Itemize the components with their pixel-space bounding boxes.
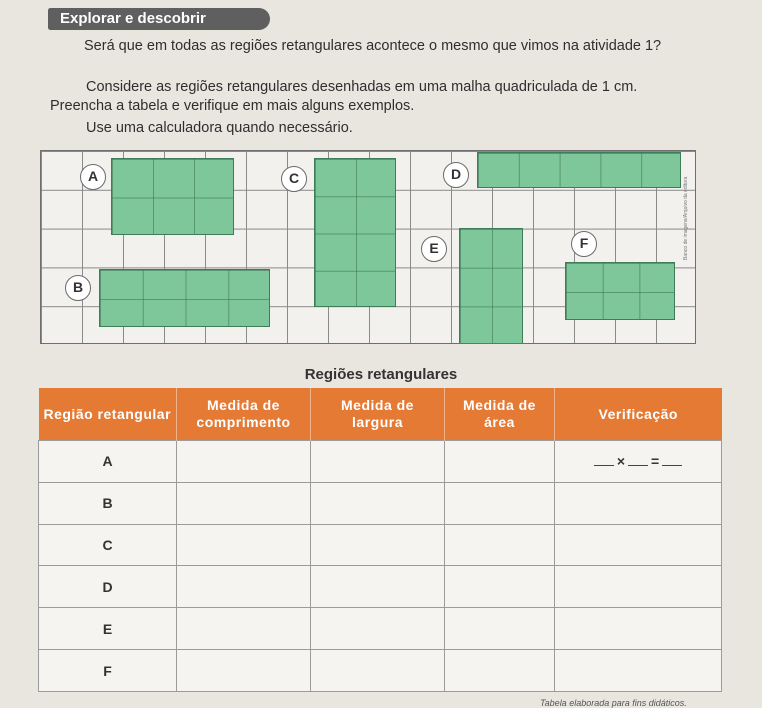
instruction-paragraph: Considere as regiões retangulares desenhadas em uma malha quadriculada de 1 cm. Preencha a tabela e verifique em mais alguns exemplos.: [50, 79, 638, 114]
table-row: [39, 608, 722, 650]
table-title: Regiões retangulares: [304, 366, 458, 383]
width-cell[interactable]: [311, 608, 445, 650]
verification-cell[interactable]: [555, 441, 722, 483]
table-row: [39, 482, 722, 524]
region-name-cell: B: [39, 482, 177, 524]
label-a: A: [80, 164, 106, 190]
square-grid: [40, 150, 696, 344]
verification-cell[interactable]: [555, 566, 722, 608]
region-f: [565, 262, 675, 320]
header-width: Medida de largura: [311, 388, 445, 441]
equals-sign: =: [651, 453, 660, 470]
intro-paragraph: [68, 37, 692, 56]
area-cell[interactable]: [445, 650, 555, 692]
verification-cell[interactable]: [555, 524, 722, 566]
region-name-cell: C: [39, 524, 177, 566]
region-name-cell: E: [39, 608, 177, 650]
regions-table: [38, 388, 722, 692]
region-d: [477, 152, 681, 188]
image-credit: Banco de imagens/Arquivo da editora: [683, 176, 689, 260]
label-c: C: [281, 166, 307, 192]
area-cell[interactable]: [445, 441, 555, 483]
area-cell[interactable]: [445, 566, 555, 608]
region-name-cell: A: [39, 441, 177, 483]
width-cell[interactable]: [311, 441, 445, 483]
length-cell[interactable]: [177, 524, 311, 566]
label-f: F: [571, 231, 597, 257]
table-row: [39, 441, 722, 483]
label-e: E: [421, 236, 447, 262]
verification-cell[interactable]: [555, 482, 722, 524]
area-cell[interactable]: [445, 524, 555, 566]
table-row: [39, 650, 722, 692]
table-row: [39, 524, 722, 566]
verification-cell[interactable]: [555, 650, 722, 692]
length-cell[interactable]: [177, 608, 311, 650]
verification-cell[interactable]: [555, 608, 722, 650]
table-header-row: [39, 388, 722, 441]
area-cell[interactable]: [445, 608, 555, 650]
area-cell[interactable]: [445, 482, 555, 524]
section-banner: Explorar e descobrir: [48, 8, 270, 30]
length-cell[interactable]: [177, 566, 311, 608]
label-d: D: [443, 162, 469, 188]
blank-line: [662, 465, 682, 466]
header-length: Medida de comprimento: [177, 388, 311, 441]
region-name-cell: D: [39, 566, 177, 608]
label-b: B: [65, 275, 91, 301]
blank-line: [628, 465, 648, 466]
width-cell[interactable]: [311, 482, 445, 524]
length-cell[interactable]: [177, 441, 311, 483]
table-source-note: Tabela elaborada para fins didáticos.: [540, 698, 687, 708]
table-row: [39, 566, 722, 608]
intro-text: Será que em todas as regiões retangulares acontece o mesmo que vimos na atividade 1?: [84, 38, 662, 54]
times-sign: ×: [616, 453, 625, 470]
calculator-note: Use uma calculadora quando necessário.: [86, 120, 353, 136]
region-c: [314, 158, 396, 307]
width-cell[interactable]: [311, 524, 445, 566]
region-e: [459, 228, 523, 344]
width-cell[interactable]: [311, 566, 445, 608]
blank-line: [594, 465, 614, 466]
header-region: Região retangular: [39, 388, 177, 441]
header-area: Medida de área: [445, 388, 555, 441]
region-b: [99, 269, 270, 327]
length-cell[interactable]: [177, 650, 311, 692]
width-cell[interactable]: [311, 650, 445, 692]
region-a: [111, 158, 234, 235]
length-cell[interactable]: [177, 482, 311, 524]
header-verification: Verificação: [555, 388, 722, 441]
region-name-cell: F: [39, 650, 177, 692]
